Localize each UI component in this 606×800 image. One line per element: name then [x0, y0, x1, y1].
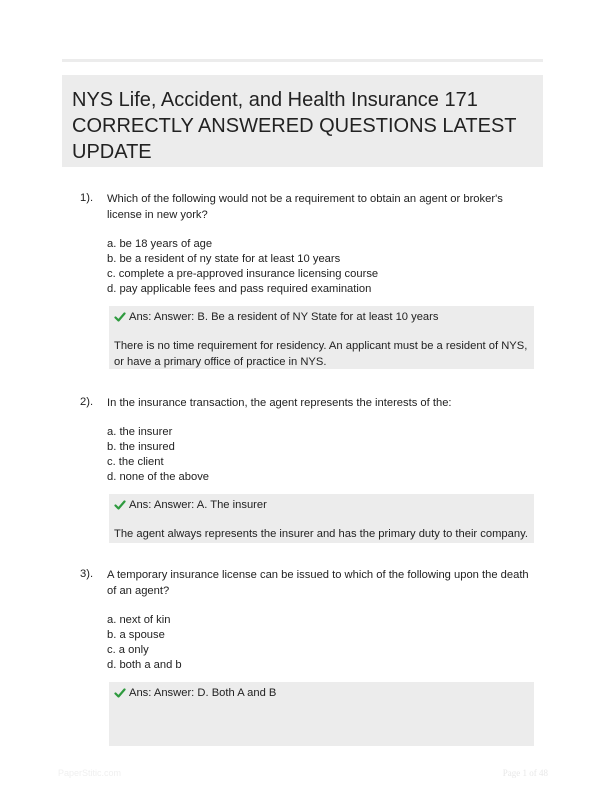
option-c: c. complete a pre-approved insurance licensing course — [107, 268, 379, 280]
question-text: A temporary insurance license can be issued to which of the following upon the death of an agent? — [107, 569, 529, 597]
check-icon — [114, 499, 126, 511]
explanation-text: The agent always represents the insurer and has the primary duty to their company. — [114, 528, 528, 540]
answer-box-3 — [109, 682, 534, 746]
option-a: a. be 18 years of age — [107, 238, 213, 250]
answer-text: Ans: Answer: B. Be a resident of NY State for at least 10 years — [129, 311, 439, 323]
footer-site: PaperStitic.com — [58, 768, 122, 778]
page-number: Page 1 of 48 — [502, 768, 548, 778]
question-text: In the insurance transaction, the agent represents the interests of the: — [107, 397, 452, 409]
option-a: a. next of kin — [107, 614, 171, 626]
answer-text: Ans: Answer: D. Both A and B — [129, 687, 277, 699]
top-divider — [62, 59, 543, 62]
answer-box-2 — [109, 494, 534, 543]
option-d: d. pay applicable fees and pass required examination — [107, 283, 372, 295]
option-d: d. none of the above — [107, 471, 210, 483]
check-icon — [114, 687, 126, 699]
option-a: a. the insurer — [107, 426, 173, 438]
question-text: Which of the following would not be a requirement to obtain an agent or broker's license in new york? — [107, 193, 503, 221]
question-number: 3). — [80, 568, 94, 580]
option-b: b. be a resident of ny state for at least 10 years — [107, 253, 341, 265]
document-title: NYS Life, Accident, and Health Insurance 171 CORRECTLY ANSWERED QUESTIONS LATEST UPDATE — [72, 89, 517, 163]
option-c: c. a only — [107, 644, 149, 656]
options-list — [107, 425, 535, 485]
title-banner — [62, 75, 543, 167]
check-icon — [114, 311, 126, 323]
answer-box-1 — [109, 306, 534, 369]
option-d: d. both a and b — [107, 659, 182, 671]
explanation-text: There is no time requirement for residency. An applicant must be a resident of NYS, or have a primary office of practice in NYS. — [114, 340, 528, 368]
options-list — [107, 237, 535, 297]
option-b: b. the insured — [107, 441, 175, 453]
answer-text: Ans: Answer: A. The insurer — [129, 499, 267, 511]
option-c: c. the client — [107, 456, 164, 468]
question-number: 1). — [80, 192, 94, 204]
options-list — [107, 613, 535, 673]
question-number: 2). — [80, 396, 94, 408]
option-b: b. a spouse — [107, 629, 165, 641]
